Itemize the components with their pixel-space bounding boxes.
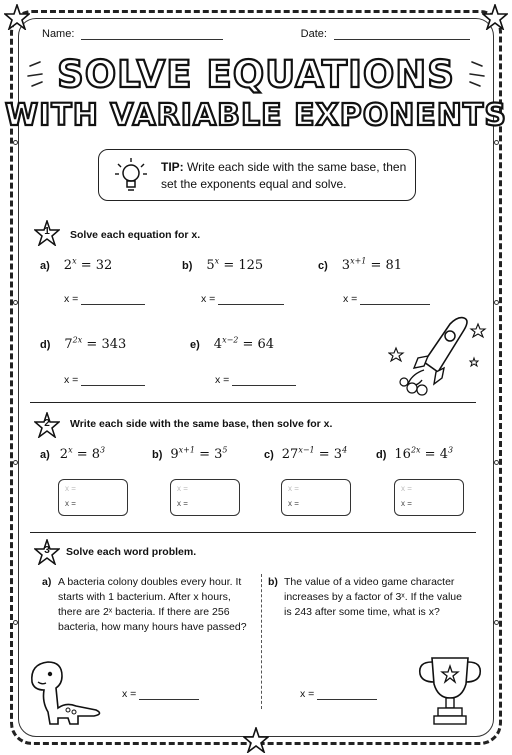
header-row	[42, 28, 470, 44]
border-dot	[13, 460, 18, 465]
page-title-line2: WITH VARIABLE EXPONENTS	[5, 98, 507, 133]
name-blank[interactable]	[81, 29, 223, 40]
corner-star-icon	[243, 727, 269, 753]
s2-answer-box-d[interactable]: x = x =	[394, 479, 464, 516]
name-label: Name:	[42, 28, 75, 40]
section3-number: 3	[44, 545, 50, 556]
date-field[interactable]	[301, 28, 470, 40]
tip-label: TIP:	[161, 160, 184, 174]
s3-answer-a[interactable]: x =	[122, 688, 199, 700]
s1-answer-e[interactable]: x =	[215, 374, 296, 386]
border-dot	[494, 300, 499, 305]
corner-star-icon	[482, 4, 508, 30]
s1-answer-b[interactable]: x =	[201, 293, 284, 305]
sparkle-icon	[462, 60, 486, 90]
border-dot	[494, 460, 499, 465]
tip-body: Write each side with the same base, then set the exponents equal and solve.	[161, 160, 407, 191]
lightbulb-icon	[113, 156, 149, 196]
page-title-line1: SOLVE EQUATIONS	[57, 53, 455, 96]
name-field[interactable]	[42, 28, 223, 40]
tip-text	[161, 159, 411, 193]
s1-problem-d: d) $7^{2x} = 343$	[40, 336, 127, 353]
date-label: Date:	[300, 28, 327, 40]
section1-instruction: Solve each equation for x.	[70, 229, 201, 241]
s3-answer-b[interactable]: x =	[300, 688, 377, 700]
border-dot	[13, 620, 18, 625]
tip-box	[98, 149, 416, 201]
s2-problem-a: a) $2^x = 8^3$	[40, 446, 106, 463]
rocket-icon	[388, 310, 488, 398]
dinosaur-icon	[24, 652, 108, 730]
section3-instruction: Solve each word problem.	[66, 546, 197, 558]
s1-problem-a: a) $2^x = 32$	[40, 257, 113, 274]
section-divider	[30, 532, 476, 533]
s2-answer-box-b[interactable]: x = x =	[170, 479, 240, 516]
s2-answer-box-a[interactable]: x = x =	[58, 479, 128, 516]
section-divider	[30, 402, 476, 403]
s1-problem-b: b) $5^x = 125$	[182, 257, 264, 274]
s2-problem-b: b) $9^{x+1} = 3^5$	[152, 446, 228, 463]
date-blank[interactable]	[334, 29, 470, 40]
section2-instruction: Write each side with the same base, then solve for x.	[70, 418, 333, 430]
s1-problem-c: c) $3^{x+1} = 81$	[318, 257, 403, 274]
border-dot	[13, 140, 18, 145]
sparkle-icon	[26, 60, 50, 90]
border-dot	[494, 140, 499, 145]
trophy-icon	[412, 652, 488, 732]
s2-problem-d: d) $16^{2x} = 4^3$	[376, 446, 454, 463]
s1-answer-c[interactable]: x =	[343, 293, 430, 305]
section2-number: 2	[44, 418, 50, 429]
section1-number: 1	[44, 226, 50, 237]
s1-answer-a[interactable]: x =	[64, 293, 145, 305]
border-dot	[494, 620, 499, 625]
s1-answer-d[interactable]: x =	[64, 374, 145, 386]
s2-problem-c: c) $27^{x-1} = 3^4$	[264, 446, 348, 463]
corner-star-icon	[4, 4, 30, 30]
border-dot	[13, 300, 18, 305]
column-divider	[261, 574, 262, 709]
s1-problem-e: e) $4^{x-2} = 64$	[190, 336, 275, 353]
s2-answer-box-c[interactable]: x = x =	[281, 479, 351, 516]
